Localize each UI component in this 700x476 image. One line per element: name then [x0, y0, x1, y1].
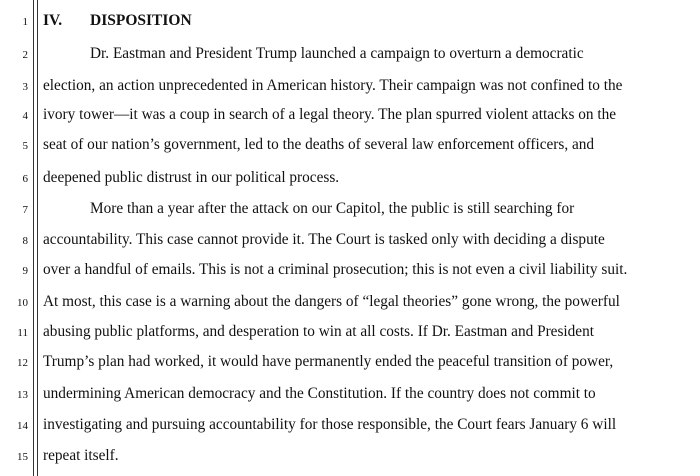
- margin-rule-inner: [37, 0, 38, 476]
- line-number: 6: [22, 173, 28, 185]
- margin-rule-outer: [33, 0, 34, 476]
- paragraph-line: deepened public distrust in our political process.: [43, 169, 340, 186]
- line-number: 14: [17, 420, 28, 432]
- paragraph-line: election, an action unprecedented in American history. Their campaign was not confined to the: [43, 77, 623, 94]
- line-number: 15: [17, 451, 28, 463]
- line-number: 2: [22, 49, 28, 61]
- line-number: 4: [22, 110, 28, 122]
- section-heading: [43, 12, 694, 30]
- line-number: 13: [17, 389, 28, 401]
- line-number: 10: [17, 297, 28, 309]
- line-number: 8: [22, 235, 28, 247]
- paragraph-line: Dr. Eastman and President Trump launched a campaign to overturn a democratic: [90, 45, 584, 62]
- section-number: IV.: [43, 12, 63, 29]
- section-title: DISPOSITION: [90, 12, 192, 29]
- paragraph-line: accountability. This case cannot provide it. The Court is tasked only with deciding a dispute: [43, 231, 605, 248]
- line-number: 11: [17, 327, 28, 339]
- line-number: 12: [17, 357, 28, 369]
- line-number: 5: [22, 140, 28, 152]
- paragraph-line: At most, this case is a warning about the dangers of “legal theories” gone wrong, the powerful: [43, 293, 620, 310]
- paragraph-line: ivory tower—it was a coup in search of a legal theory. The plan spurred violent attacks on the: [43, 106, 617, 123]
- paragraph-line: Trump’s plan had worked, it would have permanently ended the peaceful transition of power,: [43, 353, 614, 370]
- paragraph-line: repeat itself.: [43, 447, 119, 464]
- line-number: 3: [22, 81, 28, 93]
- paragraph-line: abusing public platforms, and desperation to win at all costs. If Dr. Eastman and President: [43, 323, 594, 340]
- paragraph-line: over a handful of emails. This is not a criminal prosecution; this is not even a civil liability suit.: [43, 261, 628, 278]
- line-number: 7: [22, 204, 28, 216]
- line-number: 1: [22, 16, 28, 28]
- paragraph-line: investigating and pursuing accountability for those responsible, the Court fears January 6 will: [43, 416, 617, 433]
- paragraph-line: undermining American democracy and the Constitution. If the country does not commit to: [43, 385, 596, 402]
- paragraph-line: More than a year after the attack on our Capitol, the public is still searching for: [90, 200, 575, 217]
- line-number: 9: [22, 265, 28, 277]
- paragraph-line: seat of our nation’s government, led to the deaths of several law enforcement officers, and: [43, 136, 595, 153]
